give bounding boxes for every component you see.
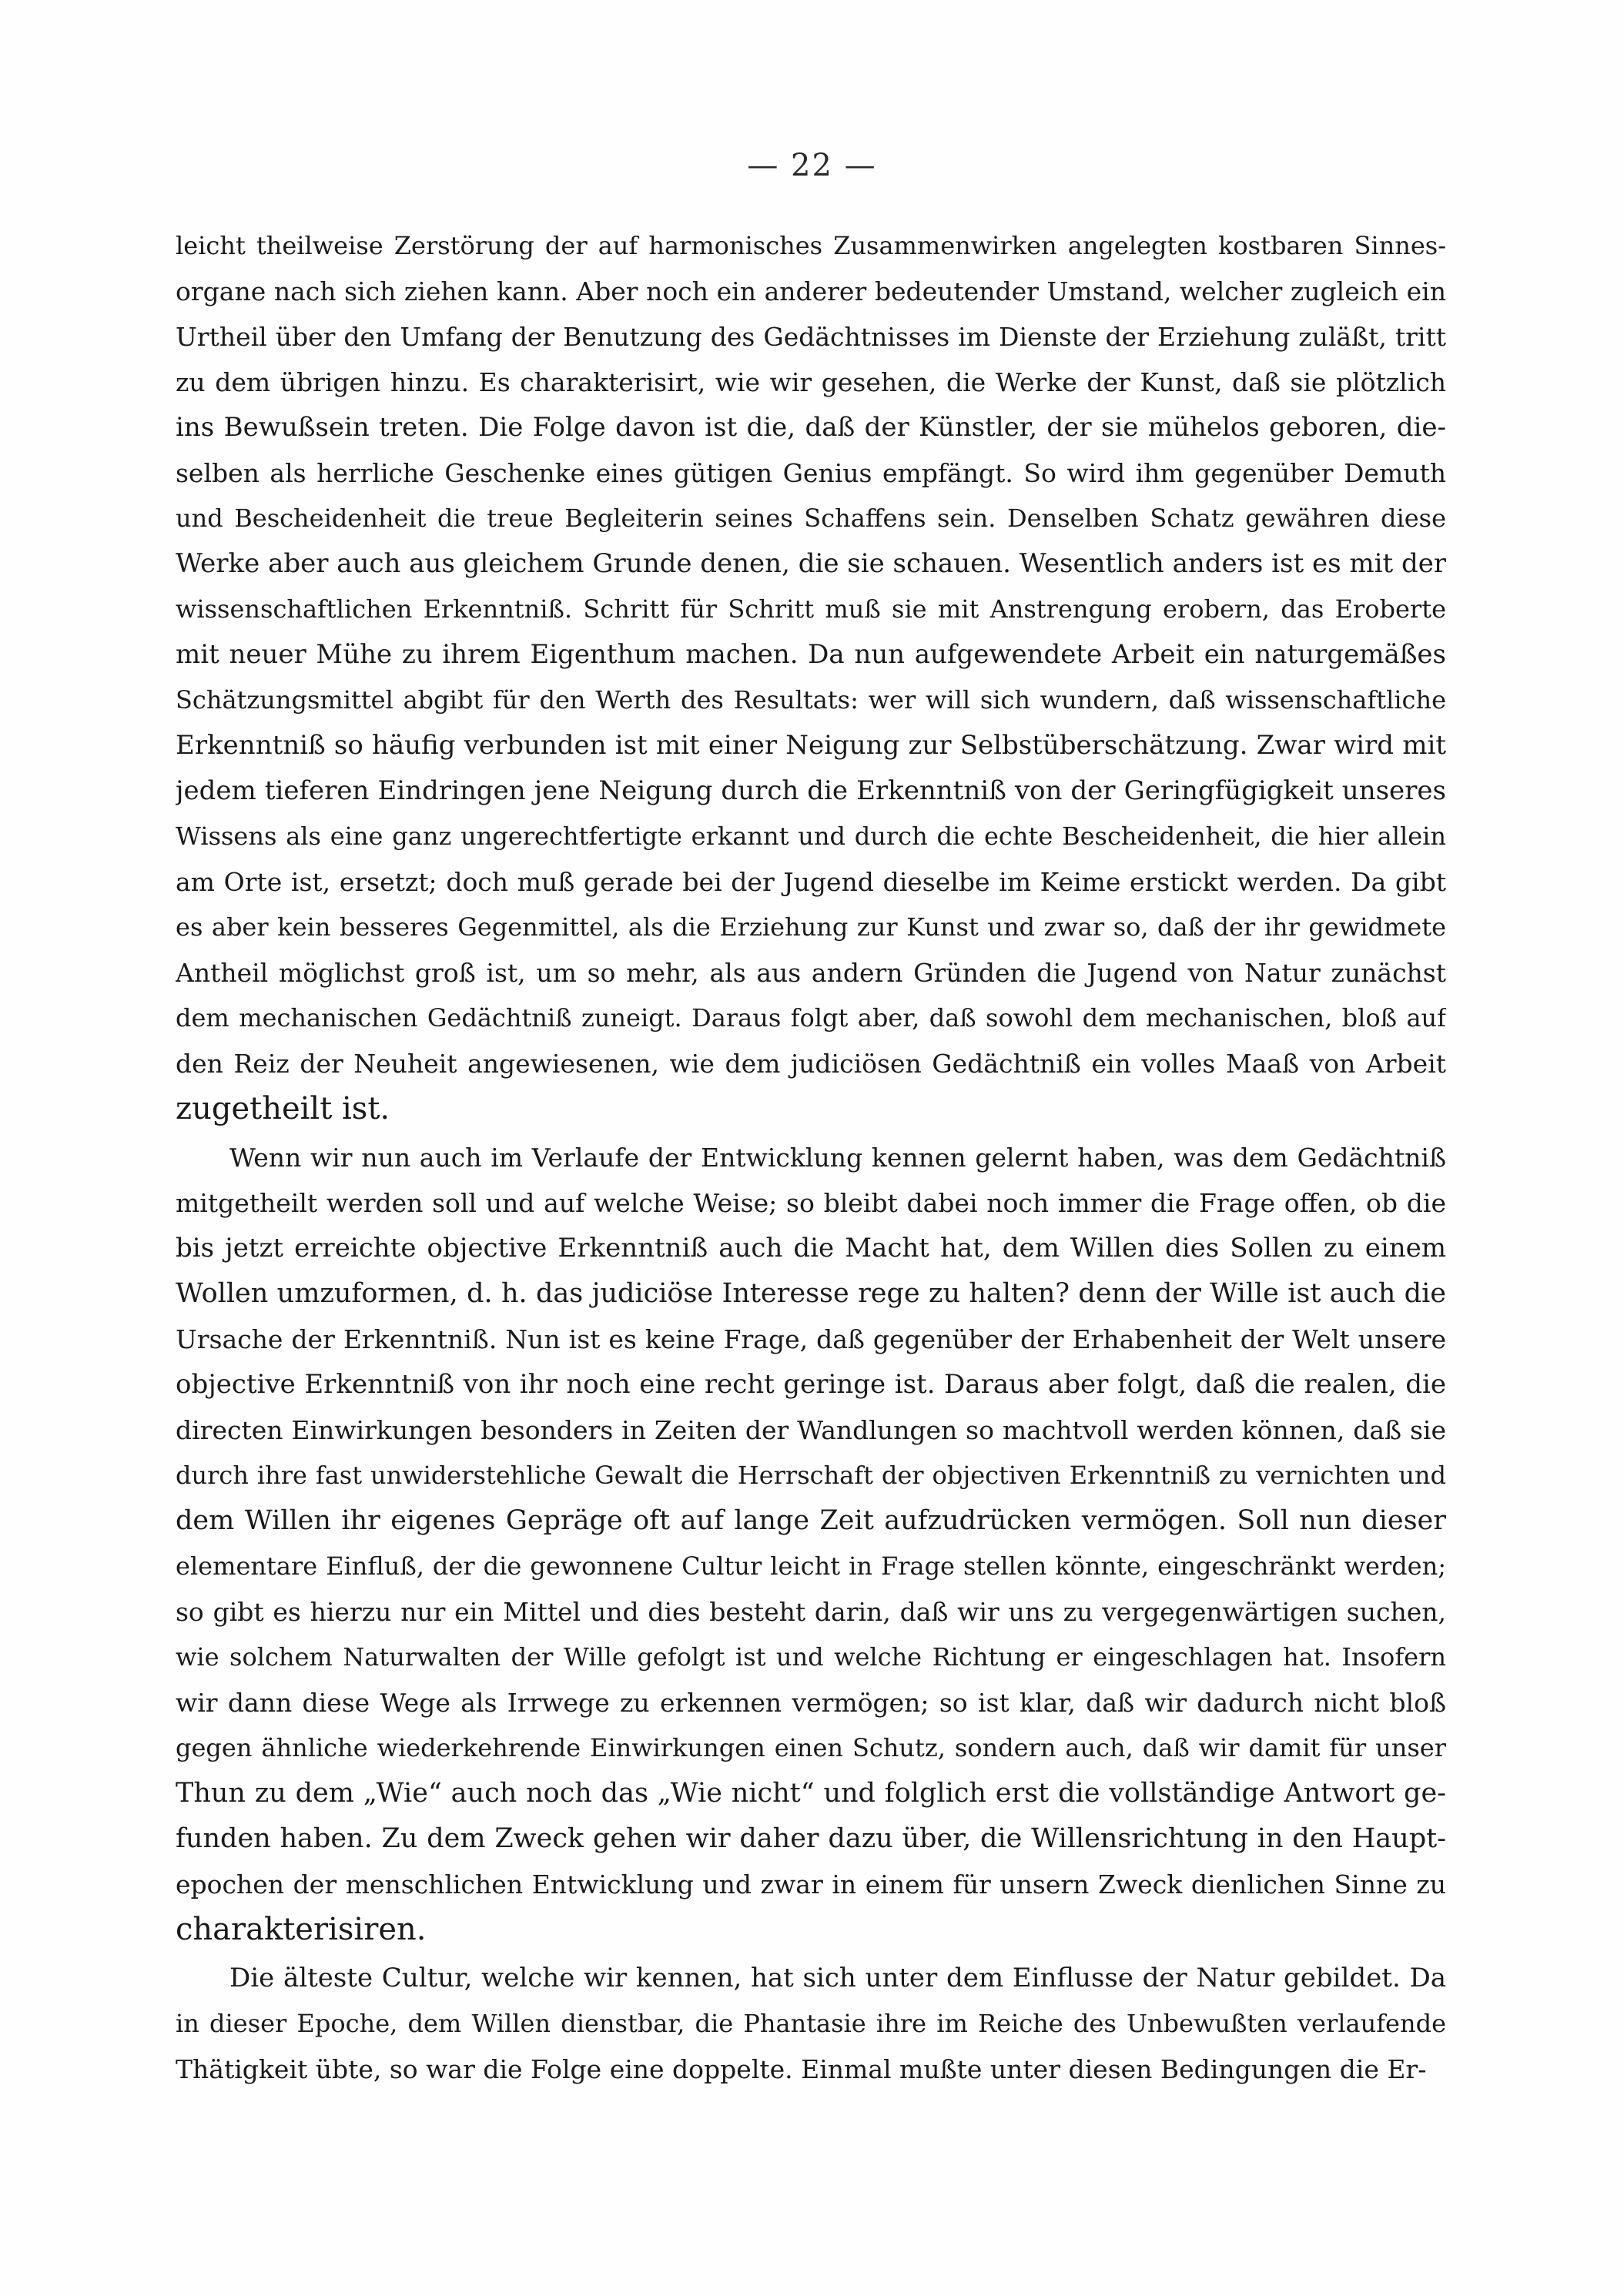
body-text <box>176 223 1446 2092</box>
text-line: wir dann diese Wege als Irrwege zu erkennen vermögen; so ist klar, daß wir dadurch nicht bloß <box>176 1688 1446 1718</box>
text-line: mitgetheilt werden soll und auf welche Weise; so bleibt dabei noch immer die Frage offen, ob die <box>176 1188 1446 1218</box>
text-line: objective Erkenntniß von ihr noch eine recht geringe ist. Daraus aber folgt, daß die realen, die <box>176 1369 1446 1400</box>
paragraph <box>176 1135 1446 1953</box>
text-line: charakterisiren. <box>176 1912 427 1947</box>
text-line: Ursache der Erkenntniß. Nun ist es keine Frage, daß gegenüber der Erhabenheit der Welt unsere <box>176 1324 1446 1354</box>
text-line: epochen der menschlichen Entwicklung und zwar in einem für unsern Zweck dienlichen Sinne zu <box>176 1869 1446 1899</box>
text-line: durch ihre fast unwiderstehliche Gewalt die Herrschaft der objectiven Erkenntniß zu vernichten und <box>176 1461 1446 1490</box>
text-line: Werke aber auch aus gleichem Grunde denen, die sie schauen. Wesentlich anders ist es mit der <box>176 548 1446 579</box>
text-line: bis jetzt erreichte objective Erkenntniß auch die Macht hat, dem Willen dies Sollen zu einem <box>176 1233 1446 1263</box>
text-line: Antheil möglichst groß ist, um so mehr, als aus andern Gründen die Jugend von Natur zunächst <box>176 958 1446 988</box>
text-line: und Bescheidenheit die treue Begleiterin seines Schaffens sein. Denselben Schatz gewähren diese <box>176 504 1446 533</box>
text-line: Urtheil über den Umfang der Benutzung des Gedächtnisses im Dienste der Erziehung zuläßt, tritt <box>176 322 1446 352</box>
text-line: funden haben. Zu dem Zweck gehen wir daher dazu über, die Willensrichtung in den Haupt- <box>176 1823 1446 1854</box>
text-line: Erkenntniß so häufig verbunden ist mit einer Neigung zur Selbstüberschätzung. Zwar wird mit <box>176 730 1446 761</box>
text-line: elementare Einfluß, der die gewonnene Cultur leicht in Frage stellen könnte, eingeschränkt werden; <box>176 1551 1446 1581</box>
text-line: gegen ähnliche wiederkehrende Einwirkungen einen Schutz, sondern auch, daß wir damit für unser <box>176 1733 1446 1762</box>
text-line: jedem tieferen Eindringen jene Neigung durch die Erkenntniß von der Geringfügigkeit unseres <box>176 775 1446 806</box>
text-line: leicht theilweise Zerstörung der auf harmonisches Zusammenwirken angelegten kostbaren Sinnes- <box>176 231 1446 260</box>
text-line: dem mechanischen Gedächtniß zuneigt. Daraus folgt aber, daß sowohl dem mechanischen, bloß auf <box>176 1003 1446 1033</box>
text-line: zugetheilt ist. <box>176 1091 390 1126</box>
text-line: organe nach sich ziehen kann. Aber noch ein anderer bedeutender Umstand, welcher zugleich ein <box>176 276 1446 306</box>
text-line: so gibt es hierzu nur ein Mittel und dies besteht darin, daß wir uns zu vergegenwärtigen suchen, <box>176 1597 1446 1627</box>
text-line: Die älteste Cultur, welche wir kennen, hat sich unter dem Einflusse der Natur gebildet. Da <box>229 1963 1446 1993</box>
paragraph <box>176 1956 1446 2092</box>
text-line: wissenschaftlichen Erkenntniß. Schritt für Schritt muß sie mit Anstrengung erobern, das Eroberte <box>176 594 1446 624</box>
text-line: Wissens als eine ganz ungerechtfertigte erkannt und durch die echte Bescheidenheit, die hier allein <box>176 822 1446 851</box>
text-line: Thun zu dem „Wie“ auch noch das „Wie nicht“ und folglich erst die vollständige Antwort ge- <box>176 1778 1446 1809</box>
text-line: selben als herrliche Geschenke eines gütigen Genius empfängt. So wird ihm gegenüber Demuth <box>176 458 1446 488</box>
text-line: mit neuer Mühe zu ihrem Eigenthum machen. Da nun aufgewendete Arbeit ein naturgemäßes <box>176 639 1446 670</box>
text-line: wie solchem Naturwalten der Wille gefolgt ist und welche Richtung er eingeschlagen hat. Insofern <box>176 1642 1446 1672</box>
text-line: es aber kein besseres Gegenmittel, als die Erziehung zur Kunst und zwar so, daß der ihr gewidmete <box>176 912 1446 942</box>
text-line: ins Bewußsein treten. Die Folge davon ist die, daß der Künstler, der sie mühelos geboren, die- <box>176 412 1446 443</box>
text-line: Thätigkeit übte, so war die Folge eine doppelte. Einmal mußte unter diesen Bedingungen die Er- <box>176 2054 1427 2084</box>
text-line: Wenn wir nun auch im Verlaufe der Entwicklung kennen gelernt haben, was dem Gedächtniß <box>229 1143 1446 1173</box>
text-line: den Reiz der Neuheit angewiesenen, wie dem judiciösen Gedächtniß ein volles Maaß von Arbeit <box>176 1049 1446 1079</box>
text-line: am Orte ist, ersetzt; doch muß gerade bei der Jugend dieselbe im Keime erstickt werden. Da gibt <box>176 867 1446 897</box>
text-line: in dieser Epoche, dem Willen dienstbar, die Phantasie ihre im Reiche des Unbewußten verlaufende <box>176 2009 1446 2038</box>
paragraph <box>176 223 1446 1132</box>
page-number: — 22 — <box>747 148 877 183</box>
text-line: dem Willen ihr eigenes Gepräge oft auf lange Zeit aufzudrücken vermögen. Soll nun dieser <box>176 1505 1446 1536</box>
text-line: Wollen umzuformen, d. h. das judiciöse Interesse rege zu halten? denn der Wille ist auch die <box>176 1278 1446 1309</box>
text-line: directen Einwirkungen besonders in Zeiten der Wandlungen so machtvoll werden können, daß sie <box>176 1415 1446 1445</box>
text-line: zu dem übrigen hinzu. Es charakterisirt, wie wir gesehen, die Werke der Kunst, daß sie plötzlich <box>176 367 1446 397</box>
text-line: Schätzungsmittel abgibt für den Werth des Resultats: wer will sich wundern, daß wissenschaftliche <box>176 685 1446 715</box>
